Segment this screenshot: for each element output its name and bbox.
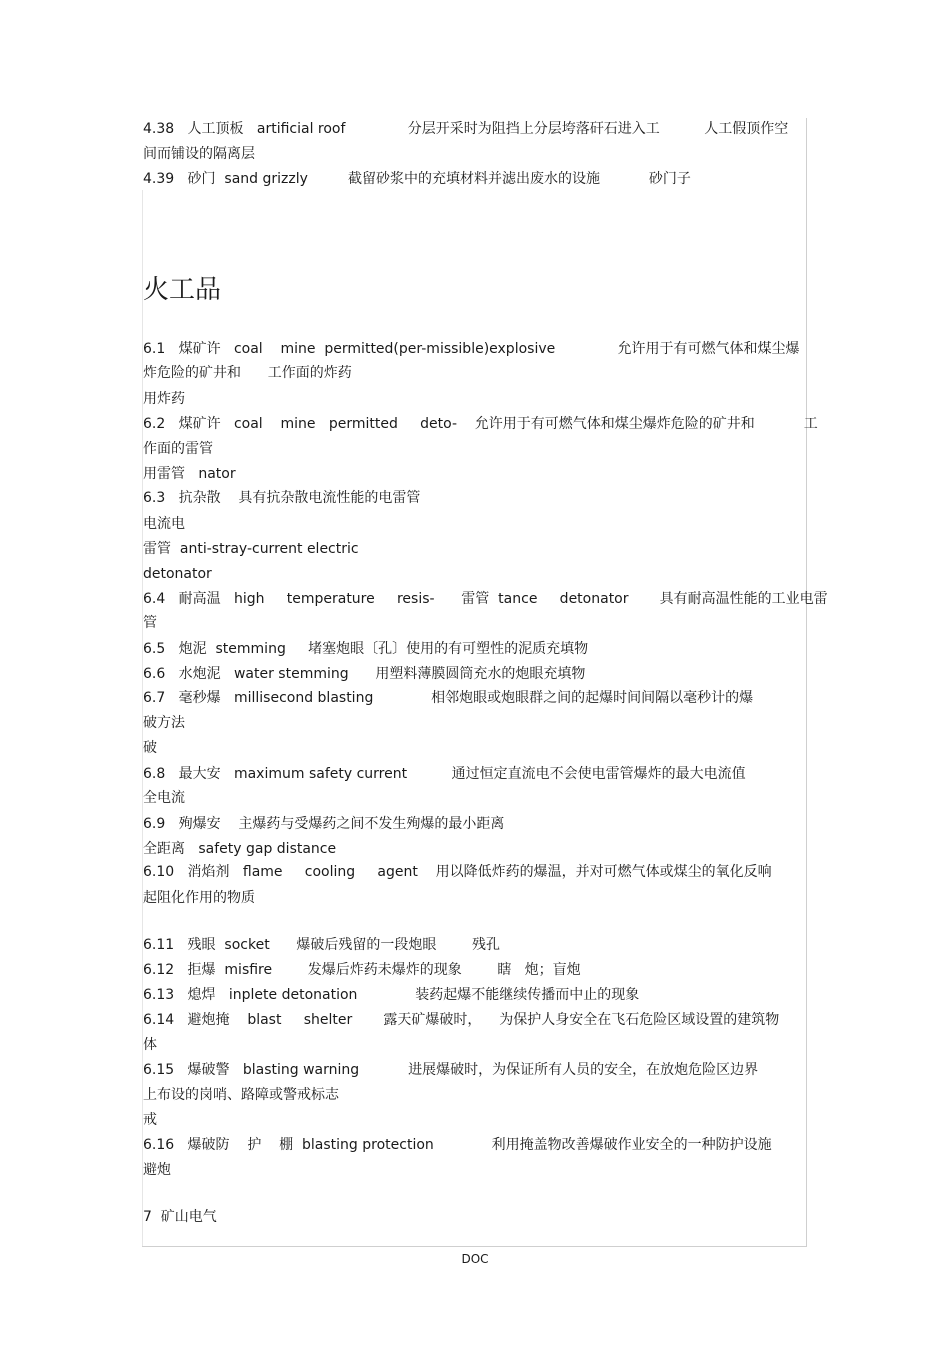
text-line: 作面的雷管: [143, 441, 213, 457]
text-line: 破方法: [143, 715, 185, 731]
text-line: 4.39 砂门 sand grizzly 截留砂浆中的充填材料并滤出废水的设施 砂门子: [143, 171, 691, 187]
text-line: 6.16 爆破防 护 棚 blasting protection 利用掩盖物改善爆破作业安全的一种防护设施: [143, 1137, 772, 1153]
text-line: 6.10 消焰剂 flame cooling agent 用以降低炸药的爆温，并对可燃气体或煤尘的氧化反响: [143, 864, 772, 880]
text-line: 6.15 爆破警 blasting warning 进展爆破时，为保证所有人员的安全，在放炮危险区边界: [143, 1062, 759, 1078]
text-line: 6.4 耐高温 high temperature resis- 雷管 tance detonator 具有耐高温性能的工业电雷: [143, 591, 828, 607]
text-line: 6.3 抗杂散 具有抗杂散电流性能的电雷管: [143, 490, 421, 506]
text-line: 起阻化作用的物质: [143, 890, 255, 906]
section-heading-7: 7 矿山电气: [143, 1209, 217, 1225]
text-line: 电流电: [143, 516, 185, 532]
text-line: 6.5 炮泥 stemming 堵塞炮眼〔孔〕使用的有可塑性的泥质充填物: [143, 641, 589, 657]
text-line: 用雷管 nator: [143, 466, 236, 482]
text-line: 雷管 anti-stray-current electric: [143, 541, 359, 557]
text-line: 上布设的岗哨、路障或警戒标志: [143, 1087, 339, 1103]
text-line: 炸危险的矿井和 工作面的炸药: [143, 365, 352, 381]
text-line: 体: [143, 1037, 157, 1053]
text-line: detonator: [143, 566, 212, 582]
text-line: 6.2 煤矿许 coal mine permitted deto- 允许用于有可燃气体和煤尘爆炸危险的矿井和 工: [143, 416, 818, 432]
text-line: 6.9 殉爆安 主爆药与受爆药之间不发生殉爆的最小距离: [143, 816, 505, 832]
text-line: 避炮: [143, 1162, 171, 1178]
page-footer: DOC: [461, 1252, 489, 1266]
text-line: 6.14 避炮掩 blast shelter 露天矿爆破时， 为保护人身安全在飞石危险区域设置的建筑物: [143, 1012, 780, 1028]
text-line: 管: [143, 615, 157, 631]
text-line: 破: [143, 740, 157, 756]
text-line: 6.7 毫秒爆 millisecond blasting 相邻炮眼或炮眼群之间的起爆时间间隔以毫秒计的爆: [143, 690, 754, 706]
text-line: 6.12 拒爆 misfire 发爆后炸药未爆炸的现象 瞎 炮；盲炮: [143, 962, 581, 978]
text-line: 全距离 safety gap distance: [143, 841, 337, 857]
text-line: 6.8 最大安 maximum safety current 通过恒定直流电不会使电雷管爆炸的最大电流值: [143, 766, 746, 782]
text-line: 间而铺设的隔离层: [143, 146, 255, 162]
text-line: 6.11 残眼 socket 爆破后残留的一段炮眼 残孔: [143, 937, 500, 953]
section-heading: 火工品: [143, 275, 222, 305]
text-line: 戒: [143, 1112, 157, 1128]
text-line: 6.1 煤矿许 coal mine permitted(per-missible)explosive 允许用于有可燃气体和煤尘爆: [143, 341, 800, 357]
text-line: 6.13 熄焊 inplete detonation 装药起爆不能继续传播而中止的现象: [143, 987, 640, 1003]
text-line: 用炸药: [143, 391, 185, 407]
text-line: 4.38 人工顶板 artificial roof 分层开采时为阻挡上分层垮落矸石进入工 人工假顶作空: [143, 121, 789, 137]
text-line: 6.6 水炮泥 water stemming 用塑料薄膜圆筒充水的炮眼充填物: [143, 666, 586, 682]
text-line: 全电流: [143, 790, 185, 806]
